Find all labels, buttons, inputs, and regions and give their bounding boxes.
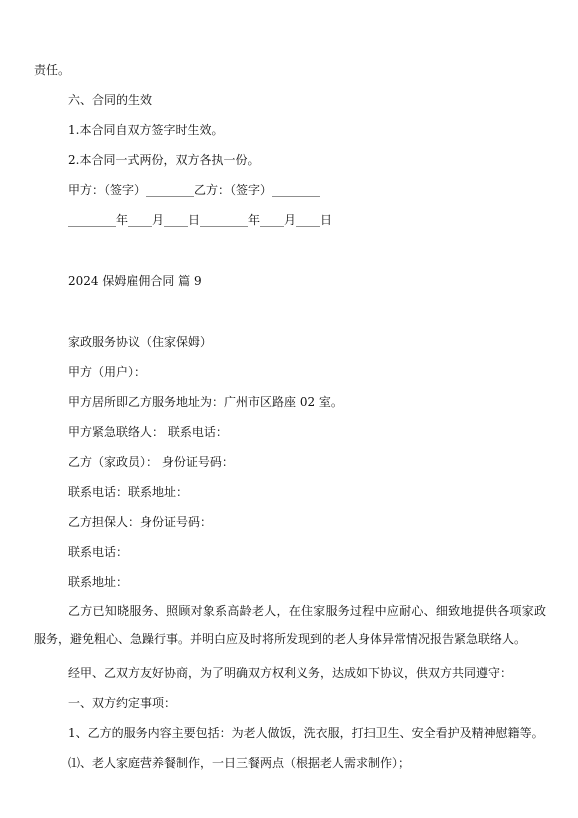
section-heading: 六、合同的生效 [68,93,153,107]
section-heading: 一、双方约定事项： [68,696,177,710]
paragraph: 乙方已知晓服务、照顾对象系高龄老人，在住家服务过程中应耐心、细致地提供各项家政服务，避免粗心、急躁行事。并明白应及时将所发现到的老人身体异常情况报告紧急联络人。 [34,604,546,646]
text-line: 责任。 [34,63,71,77]
date-line: ________年____月____日________年____月____日 [68,213,333,227]
text-line: ⑴、老人家庭营养餐制作，一日三餐两点（根据老人需求制作）； [68,756,411,770]
text-line: 1、乙方的服务内容主要包括：为老人做饭，洗衣服，打扫卫生、安全看护及精神慰籍等。 [68,726,544,740]
text-line: 乙方（家政员）： 身份证号码： [68,455,234,469]
text-line: 甲方居所即乙方服务地址为：广州市区路座 02 室。 [68,395,343,409]
text-line: 联系地址： [68,575,129,589]
text-line: 经甲、乙双方友好协商，为了明确双方权利义务，达成如下协议，供双方共同遵守： [68,666,513,680]
text-line: 乙方担保人：身份证号码： [68,515,213,529]
text-line: 联系电话： [68,545,129,559]
text-line: 甲方紧急联络人： 联系电话： [68,425,228,439]
text-line: 2.本合同一式两份，双方各执一份。 [68,153,260,167]
text-line: 联系电话：联系地址： [68,485,189,499]
text-line: 1.本合同自双方签字时生效。 [68,123,224,137]
signature-line: 甲方：（签字）________乙方：（签字）________ [68,183,321,197]
text-line: 甲方（用户）： [68,365,147,379]
agreement-title: 家政服务协议（住家保姆） [68,335,213,349]
contract-title: 2024 保姆雇佣合同 篇 9 [68,274,202,288]
